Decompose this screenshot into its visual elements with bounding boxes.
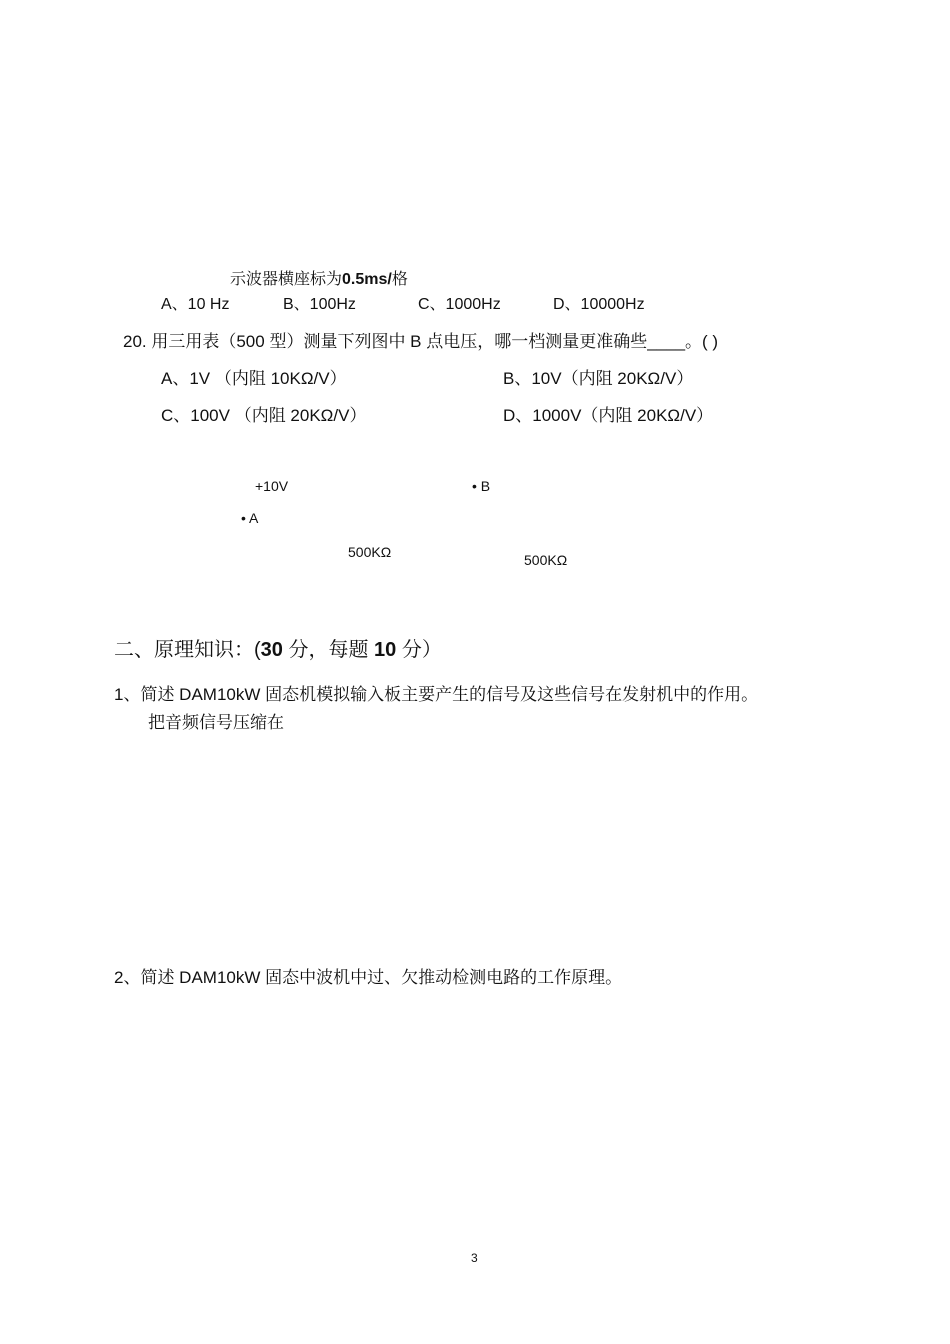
circuit-point-a: • A xyxy=(241,510,259,526)
q20-option-c: C、100V （内阻 20KΩ/V） xyxy=(161,406,367,425)
q19-option-b: B、100Hz xyxy=(283,296,356,313)
section-2-title-mid: 分，每题 xyxy=(282,639,375,661)
q19-caption-prefix: 示波器横座标为 xyxy=(230,271,343,288)
section-2-title-suffix: 分） xyxy=(396,639,442,661)
circuit-supply-label: +10V xyxy=(255,478,289,494)
q20-option-d: D、1000V（内阻 20KΩ/V） xyxy=(503,406,714,425)
q19-option-c: C、1000Hz xyxy=(418,296,501,313)
q19-option-d: D、10000Hz xyxy=(553,296,645,313)
q19-caption-suffix: 格 xyxy=(391,271,408,288)
section-2-title-prefix: 二、原理知识：( xyxy=(114,639,261,661)
section-2-score-each: 10 xyxy=(374,639,397,661)
question-1: 1、简述 DAM10kW 固态机模拟输入板主要产生的信号及这些信号在发射机中的作用。 xyxy=(114,685,759,704)
circuit-point-b: • B xyxy=(472,478,491,494)
q20-text: 20. 用三用表（500 型）测量下列图中 B 点电压，哪一档测量更准确些____。( ) xyxy=(123,332,719,351)
question-1-answer: 把音频信号压缩在 xyxy=(148,713,284,732)
q20-option-a: A、1V （内阻 10KΩ/V） xyxy=(161,369,347,388)
question-2: 2、简述 DAM10kW 固态中波机中过、欠推动检测电路的工作原理。 xyxy=(114,968,623,987)
circuit-r1-label: 500KΩ xyxy=(348,544,392,560)
q19-caption-bold: 0.5ms/ xyxy=(342,271,392,288)
q19-caption xyxy=(230,270,408,290)
q19-option-a: A、10 Hz xyxy=(161,296,230,313)
page-number: 3 xyxy=(471,1251,478,1265)
q20-option-b: B、10V（内阻 20KΩ/V） xyxy=(503,369,694,388)
circuit-r2-label: 500KΩ xyxy=(524,552,568,568)
section-2-score-total: 30 xyxy=(260,639,283,661)
section-2-title xyxy=(114,637,442,663)
